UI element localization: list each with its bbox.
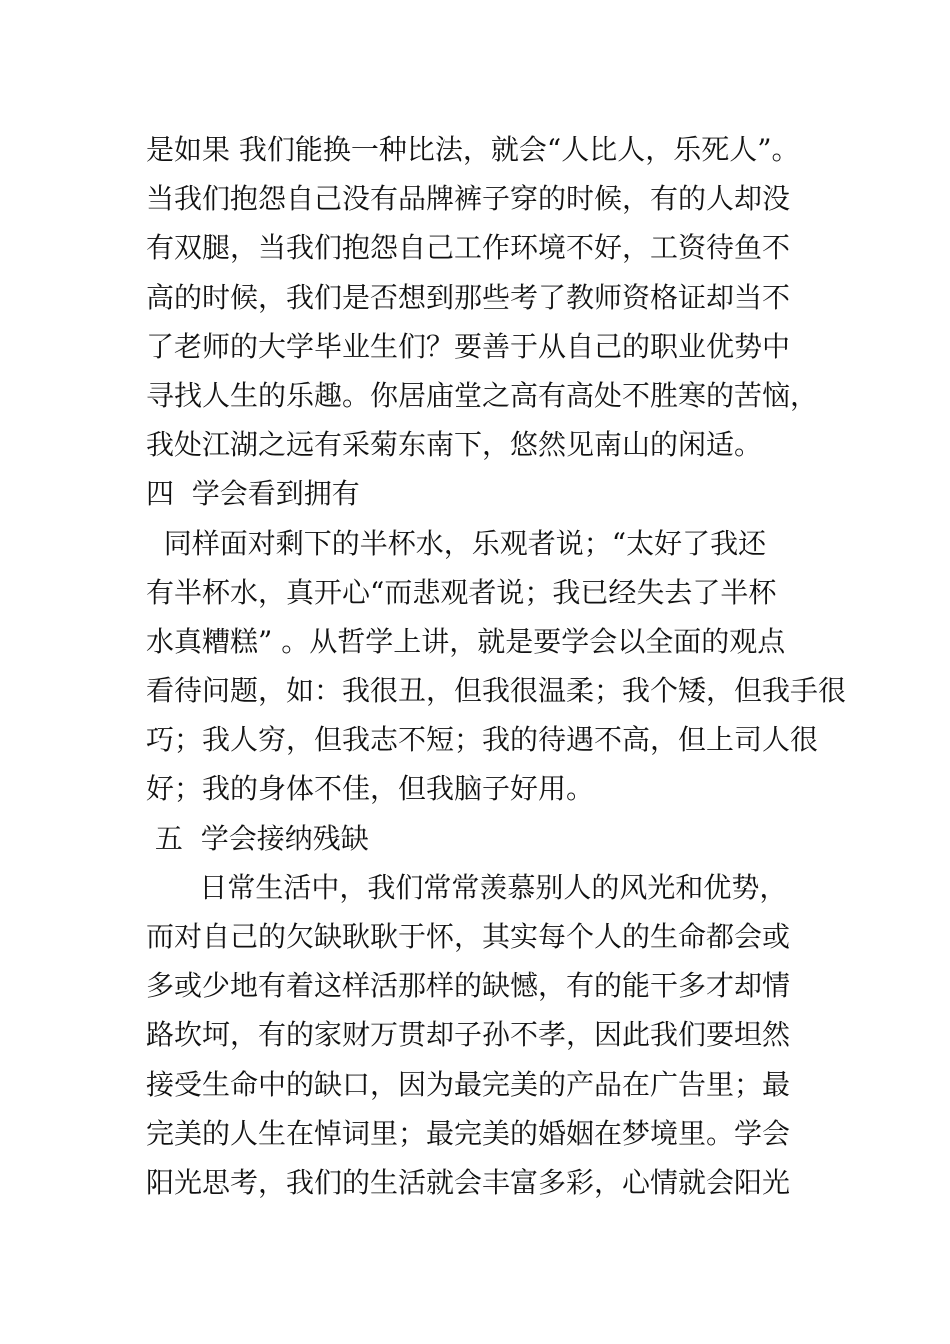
- text-line: 接受生命中的缺口，因为最完美的产品在广告里；最: [146, 1067, 791, 1101]
- text-line: 当我们抱怨自己没有品牌裤子穿的时候，有的人却没: [146, 182, 791, 216]
- text-line: 路坎坷，有的家财万贯却子孙不孝，因此我们要坦然: [146, 1018, 791, 1052]
- text-line: 巧；我人穷，但我志不短；我的待遇不高，但上司人很: [146, 723, 819, 757]
- text-line: 是如果 我们能换一种比法，就会“人比人，乐死人”。: [146, 133, 800, 166]
- text-line: 而对自己的欠缺耿耿于怀，其实每个人的生命都会或: [146, 920, 791, 953]
- text-line: 寻找人生的乐趣。你居庙堂之高有高处不胜寒的苦恼，: [146, 378, 819, 412]
- text-line: 完美的人生在悼词里；最完美的婚姻在梦境里。学会: [146, 1116, 791, 1150]
- section-heading: 四 学会看到拥有: [146, 477, 360, 511]
- section-heading: 五 学会接纳残缺: [146, 821, 369, 855]
- text-line: 水真糟糕” 。从哲学上讲，就是要学会以全面的观点: [146, 624, 786, 658]
- text-line: 多或少地有着这样活那样的缺憾，有的能干多才却情: [146, 969, 791, 1003]
- text-line: 日常生活中，我们常常羡慕别人的风光和优势，: [146, 870, 788, 904]
- text-line: 我处江湖之远有采菊东南下，悠然见南山的闲适。: [146, 428, 763, 462]
- text-line: 看待问题，如：我很丑，但我很温柔；我个矮，但我手很: [146, 674, 847, 708]
- text-line: 同样面对剩下的半杯水，乐观者说；“太好了我还: [146, 526, 767, 560]
- text-line: 高的时候，我们是否想到那些考了教师资格证却当不: [146, 280, 791, 314]
- text-line: 了老师的大学毕业生们？要善于从自己的职业优势中: [146, 329, 791, 363]
- text-line: 好；我的身体不佳，但我脑子好用。: [146, 772, 595, 806]
- text-line: 阳光思考，我们的生活就会丰富多彩，心情就会阳光: [146, 1165, 791, 1199]
- text-line: 有双腿，当我们抱怨自己工作环境不好，工资待鱼不: [146, 231, 791, 265]
- document-body: [146, 125, 847, 1207]
- text-line: 有半杯水，真开心“而悲观者说；我已经失去了半杯: [146, 575, 777, 609]
